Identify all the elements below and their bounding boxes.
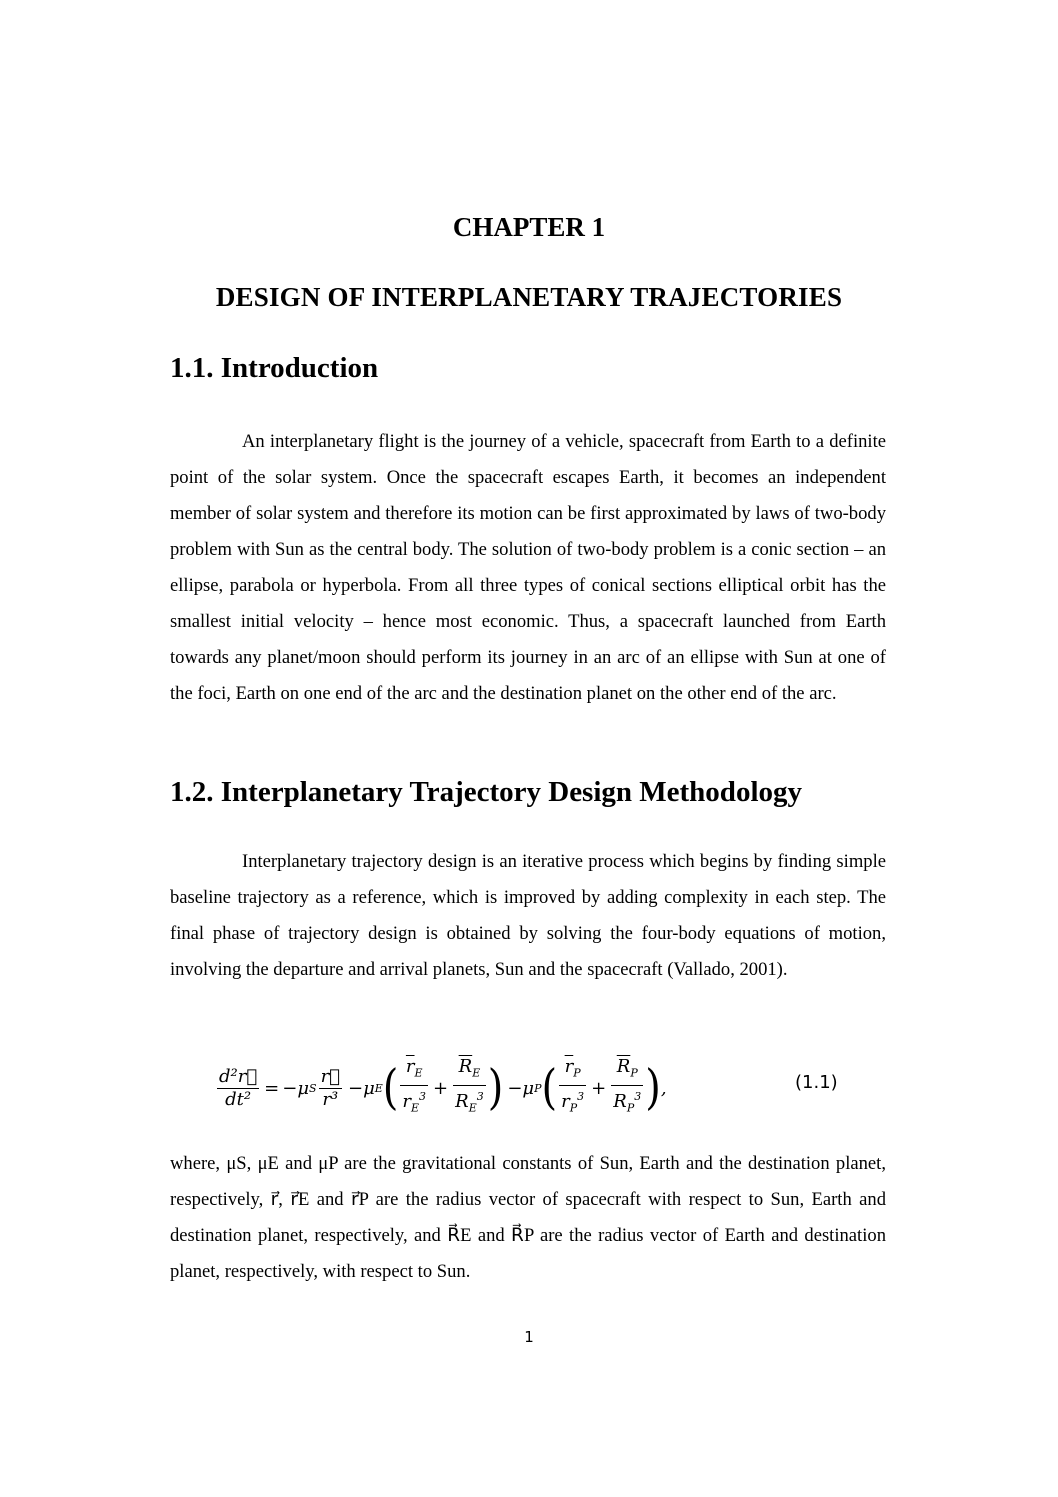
section-heading-introduction: 1.1. Introduction [170,352,379,384]
earth-r-fraction: $\frac{\overline{r}_E}{r_E^3}$ [402,1056,427,1115]
introduction-paragraph [170,424,886,712]
earth-R-fraction: $\frac{\overline{R}_E}{R_E^3}$ [455,1056,484,1115]
page-number: 1 [524,1328,534,1346]
equation-1-1: $\frac{\text{d²r⃗}}{\text{dt²}}$ = −μ S $\frac{r⃗}{\text{r³}}$ −μ E ( $\frac{\overline{r}_E}{r_E^3}$ + $\frac{\overline{R}_E}{R_E^3}$ ) −μ P ( $\frac{\overline{r}_P}{r_P^3}$ + $\frac{\overline{R}_P}{R_P^3}$ ) , [215,1058,845,1118]
sun-term-fraction: $\frac{r⃗}{\text{r³}}$ [320,1065,340,1110]
methodology-text: Interplanetary trajectory design is an iterative process which begins by finding simple baseline trajectory as a reference, which is improved by adding complexity in each step. The final phase of trajectory design is obtained by solving the four-body equations of motion, involving the departure and arrival planets, Sun and the spacecraft (Vallado, 2001). [170,851,886,980]
equation-number: (1.1) [795,1072,838,1093]
chapter-title: DESIGN OF INTERPLANETARY TRAJECTORIES [215,282,843,312]
chapter-label: CHAPTER 1 [452,212,606,242]
introduction-text: An interplanetary flight is the journey of a vehicle, spacecraft from Earth to a definite point of the solar system. Once the spacecraft escapes Earth, it becomes an independent member of solar system and therefore its motion can be first approximated by laws of two-body problem with Sun as the central body. The solution of two-body problem is a conic section – an ellipse, parabola or hyperbola. From all three types of conical sections elliptical orbit has the smallest initial velocity – hence most economic. Thus, a spacecraft launched from Earth towards any planet/moon should perform its journey in an arc of an ellipse with Sun at one of the foci, Earth on one end of the arc and the destination planet on the other end of the arc. [170,431,886,704]
methodology-paragraph [170,844,886,988]
section-heading-methodology: 1.2. Interplanetary Trajectory Design Methodology [170,776,802,808]
planet-r-fraction: $\frac{\overline{r}_P}{r_P^3}$ [561,1056,585,1115]
where-paragraph: where, μS, μE and μP are the gravitational constants of Sun, Earth and the destination planet, respectively, r⃗, r⃗E and r⃗P are the radius vector of spacecraft with respect to Sun, Earth and destination planet, respectively, and R⃗E and R⃗P are the radius vector of Earth and destination planet, respectively, with respect to Sun. [170,1153,886,1282]
lhs-fraction: $\frac{\text{d²r⃗}}{\text{dt²}}$ [219,1065,258,1110]
planet-R-fraction: $\frac{\overline{R}_P}{R_P^3}$ [613,1056,642,1115]
